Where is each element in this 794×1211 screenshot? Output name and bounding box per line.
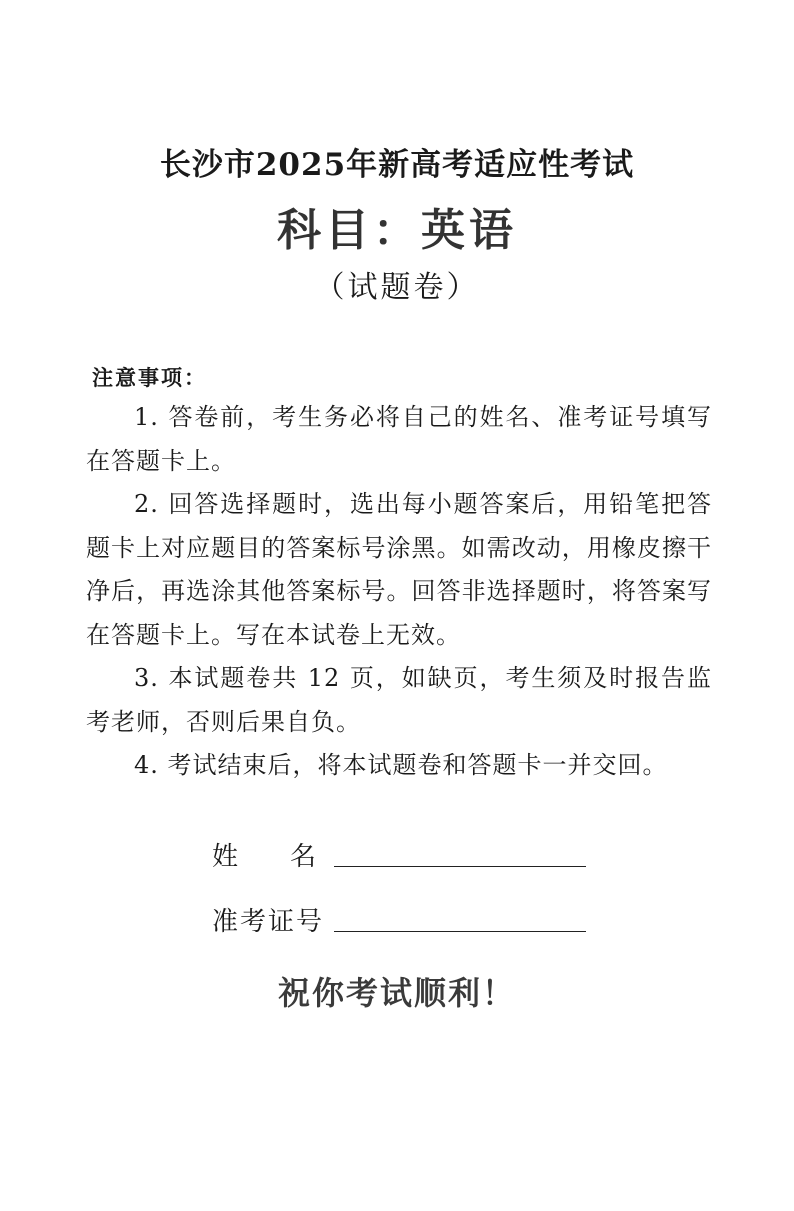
- ticket-number-field: [212, 898, 632, 938]
- ticket-number-label: 准考证号: [212, 907, 325, 937]
- name-field: [212, 833, 632, 873]
- notice-heading: 注意事项：: [92, 366, 207, 390]
- notice-list: [86, 396, 712, 788]
- name-label: 姓名: [212, 842, 369, 872]
- notice-item: 1. 答卷前，考生务必将自己的姓名、准考证号填写在答题卡上。: [86, 403, 712, 475]
- paper-type: （试题卷）: [314, 270, 480, 305]
- blessing-text: 祝你考试顺利！: [277, 974, 516, 1012]
- ticket-number-blank-line[interactable]: [334, 901, 586, 932]
- exam-title: 长沙市2025年新高考适应性考试: [159, 147, 635, 183]
- notice-item: 2. 回答选择题时，选出每小题答案后，用铅笔把答题卡上对应题目的答案标号涂黑。如需改动，用橡皮擦干净后，再选涂其他答案标号。回答非选择题时，将答案写在答题卡上。写在本试卷上无效。: [86, 490, 712, 649]
- name-blank-line[interactable]: [334, 836, 586, 867]
- notice-item: 4. 考试结束后，将本试题卷和答题卡一并交回。: [134, 751, 668, 779]
- notice-item: 3. 本试题卷共 12 页，如缺页，考生须及时报告监考老师，否则后果自负。: [86, 664, 712, 736]
- subject-line: 科目：英语: [277, 205, 517, 256]
